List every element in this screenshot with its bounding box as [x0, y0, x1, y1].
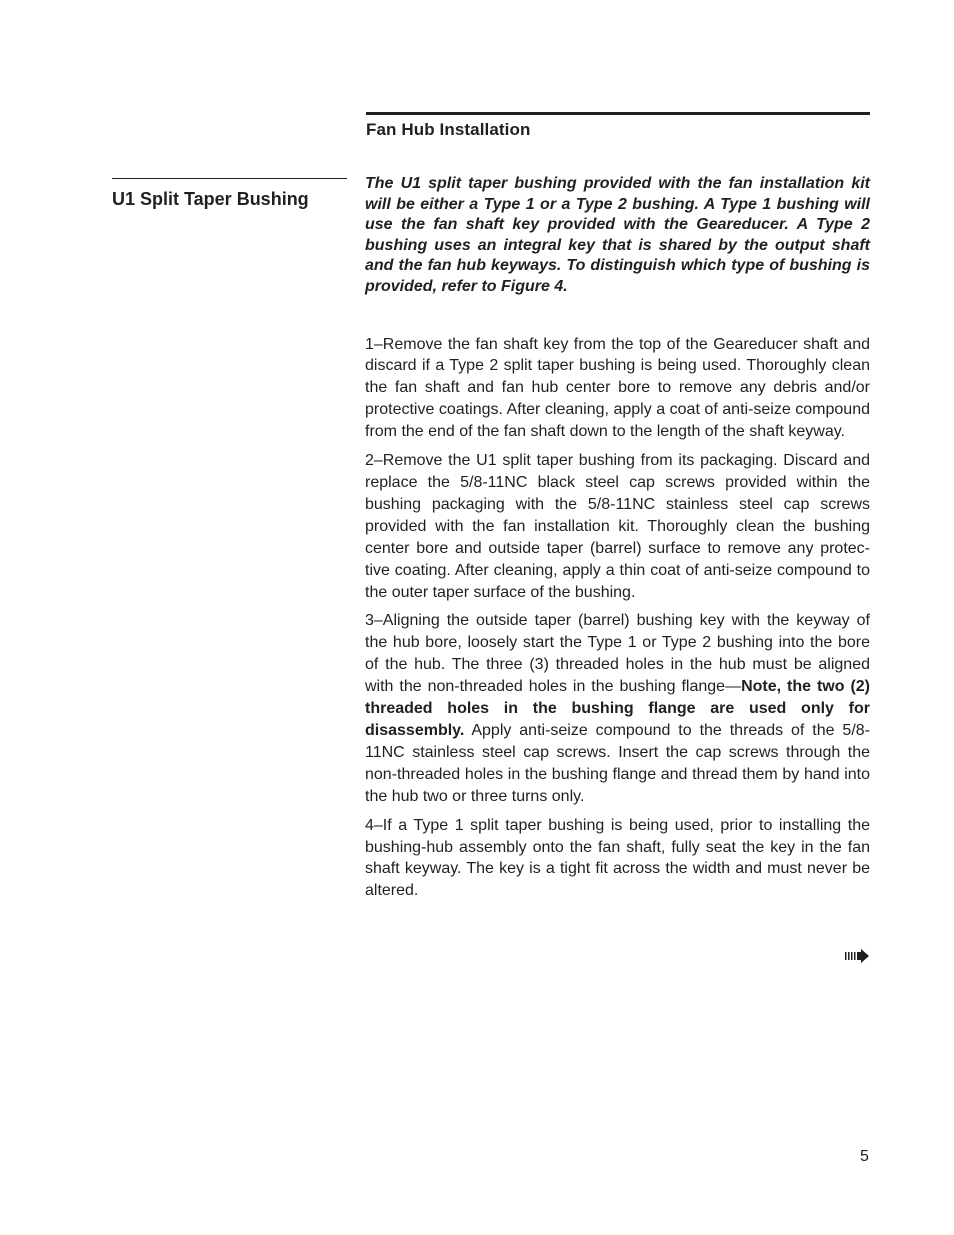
step-3	[365, 610, 870, 807]
page-number: 5	[860, 1148, 869, 1165]
sidebar-rule	[112, 178, 347, 179]
step-3-text-after: Apply anti-seize compound to the threads of the 5/8-11NC stainless steel cap screws. Insert the cap screws through the non-threaded holes in the bushing flange and thread them by hand into the hub two or three turns only.	[365, 721, 870, 805]
continue-arrow-icon	[845, 949, 871, 963]
step-3-note: Note, the two (2) threaded holes in the bushing flange are used only for disassembly.	[365, 678, 871, 739]
main-column	[365, 174, 870, 909]
sidebar-heading: U1 Split Taper Bushing	[112, 189, 309, 209]
section-title: Fan Hub Installation	[366, 120, 531, 139]
step-2: 2–Remove the U1 split taper bushing from its packaging. Discard and replace the 5/8-11NC black steel cap screws provided within the bushing packaging with the 5/8-11NC stainless steel cap screws provided with the fan installation kit. Thoroughly clean the bushing center bore and outside taper (barrel) surface to remove any protec-tive coating. After cleaning, apply a thin coat of anti-seize compound to the outer taper surface of the bushing.	[365, 452, 870, 601]
step-4: 4–If a Type 1 split taper bushing is being used, prior to installing the bushing-hub assembly onto the fan shaft, fully seat the key in the fan shaft keyway. The key is a tight fit across the width and must never be altered.	[365, 816, 870, 900]
step-list	[365, 334, 870, 903]
step-1: 1–Remove the fan shaft key from the top of the Geareducer shaft and discard if a Type 2 split taper bushing is being used. Thoroughly clean the fan shaft and fan hub center bore to remove any debris and/or protective coatings. After cleaning, apply a coat of anti-seize compound from the end of the fan shaft down to the length of the shaft keyway.	[365, 335, 870, 441]
step-3-text-before: 3–Aligning the outside taper (barrel) bushing key with the keyway of the hub bore, loosely start the Type 1 or Type 2 bushing into the bore of the hub. The three (3) threaded holes in the hub must be aligned with the non-threaded holes in the bushing flange—	[365, 612, 870, 696]
section-rule	[366, 112, 870, 115]
intro-paragraph: The U1 split taper bushing provided with the fan installation kit will be either a Type 1 or a Type 2 bushing. A Type 1 bushing will use the fan shaft key provided with the Geareducer. A Type 2 bushing uses an integral key that is shared by the output shaft and the fan hub keyways. To distinguish which type of bushing is provided, refer to Figure 4.	[365, 175, 870, 295]
